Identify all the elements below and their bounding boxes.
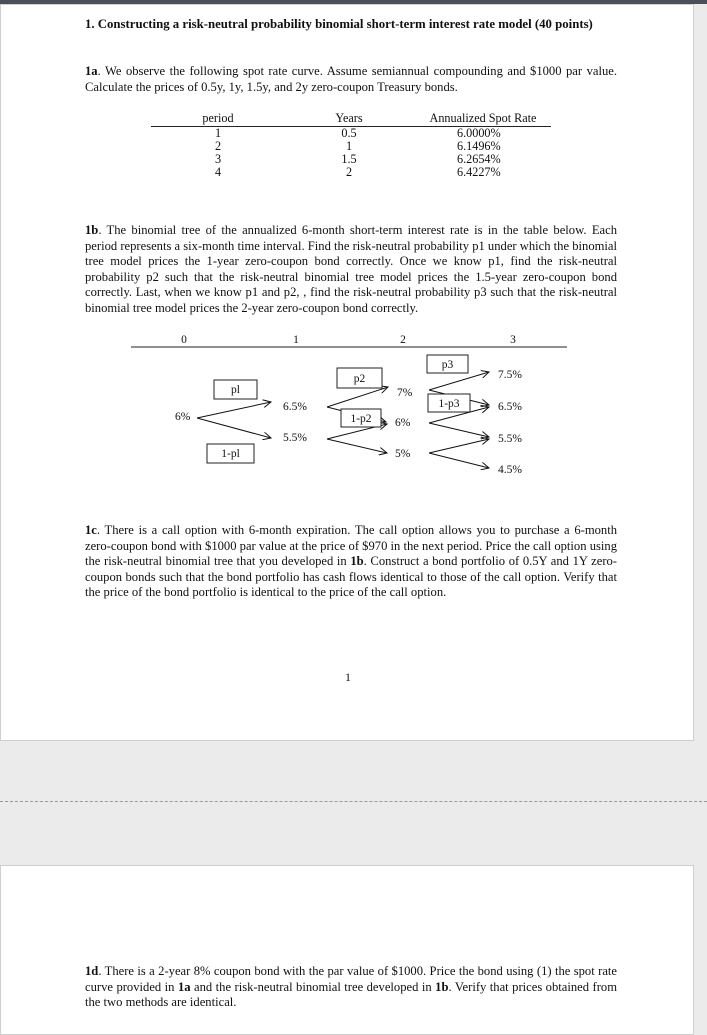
- part-1c-ref: 1b: [350, 554, 364, 569]
- rate-t3-4: 4.5%: [498, 464, 522, 476]
- part-1d-label: 1d: [85, 964, 99, 978]
- part-1c-paragraph: [85, 523, 617, 601]
- prob-label-1-p3: 1-p3: [438, 398, 460, 410]
- table-cell: 1: [345, 139, 353, 153]
- rate-t3-3: 5.5%: [498, 433, 522, 445]
- part-1d-text-after: . Verify that prices obtained from the two methods are identical.: [85, 979, 618, 1010]
- rate-t3-1: 7.5%: [498, 369, 522, 381]
- prob-label-1-p2: 1-p2: [350, 413, 372, 425]
- branch-t1-down-down: [327, 439, 387, 453]
- table-cell: 6.1496%: [457, 139, 501, 153]
- table-cell: 3: [214, 152, 222, 166]
- rate-t2-up: 7%: [397, 387, 413, 399]
- rate-t2-mid: 6%: [395, 417, 411, 429]
- rate-t0: 6%: [175, 411, 191, 423]
- rate-t2-down: 5%: [395, 448, 411, 460]
- part-1a-text: . We observe the following spot rate curve. Assume semiannual compounding and $1000 par value. Calculate the prices of 0.5y, 1y, 1.5y, and 2y zero-coupon Treasury bonds.: [85, 64, 617, 94]
- part-1d-text-mid: and the risk-neutral binomial tree developed in: [190, 979, 436, 994]
- table-header-period: period: [202, 111, 234, 125]
- part-1c-text: . There is a call option with 6-month expiration. The call option allows you to purchase a 6-month zero-coupon bond with $1000 par value at the price of $970 in the next period. Price the call option using the risk-neutral binomial tree that you developed in: [85, 523, 617, 569]
- table-cell: 1.5: [341, 152, 357, 166]
- rate-t3-2: 6.5%: [498, 401, 522, 413]
- page-break-divider: [0, 801, 707, 802]
- table-cell: 0.5: [341, 126, 357, 140]
- document-page-2: [0, 865, 694, 1035]
- table-cell: 4: [214, 165, 222, 179]
- part-1b-label: 1b: [85, 223, 99, 237]
- part-1d-ref-a: 1a: [177, 979, 191, 994]
- branch-t2-mid-down: [429, 423, 489, 437]
- table-header-years: Years: [335, 111, 363, 125]
- branch-up-t0: [197, 402, 271, 418]
- part-1d-text: . There is a 2-year 8% coupon bond with the par value of $1000. Price the bond using (1) the spot rate curve provided in: [85, 964, 617, 994]
- question-title: 1. Constructing a risk-neutral probability binomial short-term interest rate model (40 points): [85, 17, 593, 31]
- period-2-label: 2: [400, 334, 406, 346]
- prob-label-p2: p2: [353, 373, 366, 385]
- branch-t2-down-up: [429, 439, 489, 453]
- table-header-spot-rate: Annualized Spot Rate: [429, 111, 537, 125]
- page-number: 1: [345, 670, 351, 684]
- rate-t1-down: 5.5%: [283, 432, 307, 444]
- binomial-tree: [1, 5, 695, 742]
- period-0-label: 0: [181, 334, 187, 346]
- table-cell: 6.2654%: [457, 152, 501, 166]
- branch-t1-up-up: [327, 387, 388, 407]
- prob-label-1-p1: 1-pl: [221, 448, 240, 460]
- table-cell: 2: [345, 165, 353, 179]
- period-3-label: 3: [510, 334, 516, 346]
- table-cell: 6.4227%: [457, 165, 501, 179]
- document-page-1: [0, 4, 694, 741]
- part-1a-label: 1a: [85, 64, 98, 78]
- prob-label-p3: p3: [441, 359, 454, 371]
- table-cell: 2: [214, 139, 222, 153]
- branch-t2-up-up: [429, 372, 489, 390]
- part-1d-ref-b: 1b: [435, 979, 449, 994]
- part-1c-text-after: . Construct a bond portfolio of 0.5Y and 1Y zero-coupon bonds such that the bond portfolio has cash flows identical to those of the call option. Verify that the price of the bond portfolio is identical to the price of the call option.: [85, 554, 618, 600]
- table-cell: 6.0000%: [457, 126, 501, 140]
- prob-label-p1: pl: [231, 384, 240, 396]
- part-1c-label: 1c: [85, 523, 97, 537]
- part-1d-paragraph: [85, 964, 617, 1011]
- branch-t2-down-down: [429, 453, 489, 468]
- rate-t1-up: 6.5%: [283, 401, 307, 413]
- part-1b-text: . The binomial tree of the annualized 6-month short-term interest rate is in the table below. Each period represents a six-month time interval. Find the risk-neutral probability p1 under which the binomial tree model prices the 1-year zero-coupon bond correctly. Once we know p1, find the risk-neutral probability p2 such that the risk-neutral binomial tree model prices the 1.5-year zero-coupon bond correctly. Last, when we know p1 and p2, , find the risk-neutral probability p3 such that the risk-neutral binomial tree model prices the 2-year zero-coupon bond correctly.: [85, 223, 617, 315]
- branch-down-t0: [197, 418, 271, 438]
- table-cell: 1: [214, 126, 222, 140]
- period-1-label: 1: [293, 334, 299, 346]
